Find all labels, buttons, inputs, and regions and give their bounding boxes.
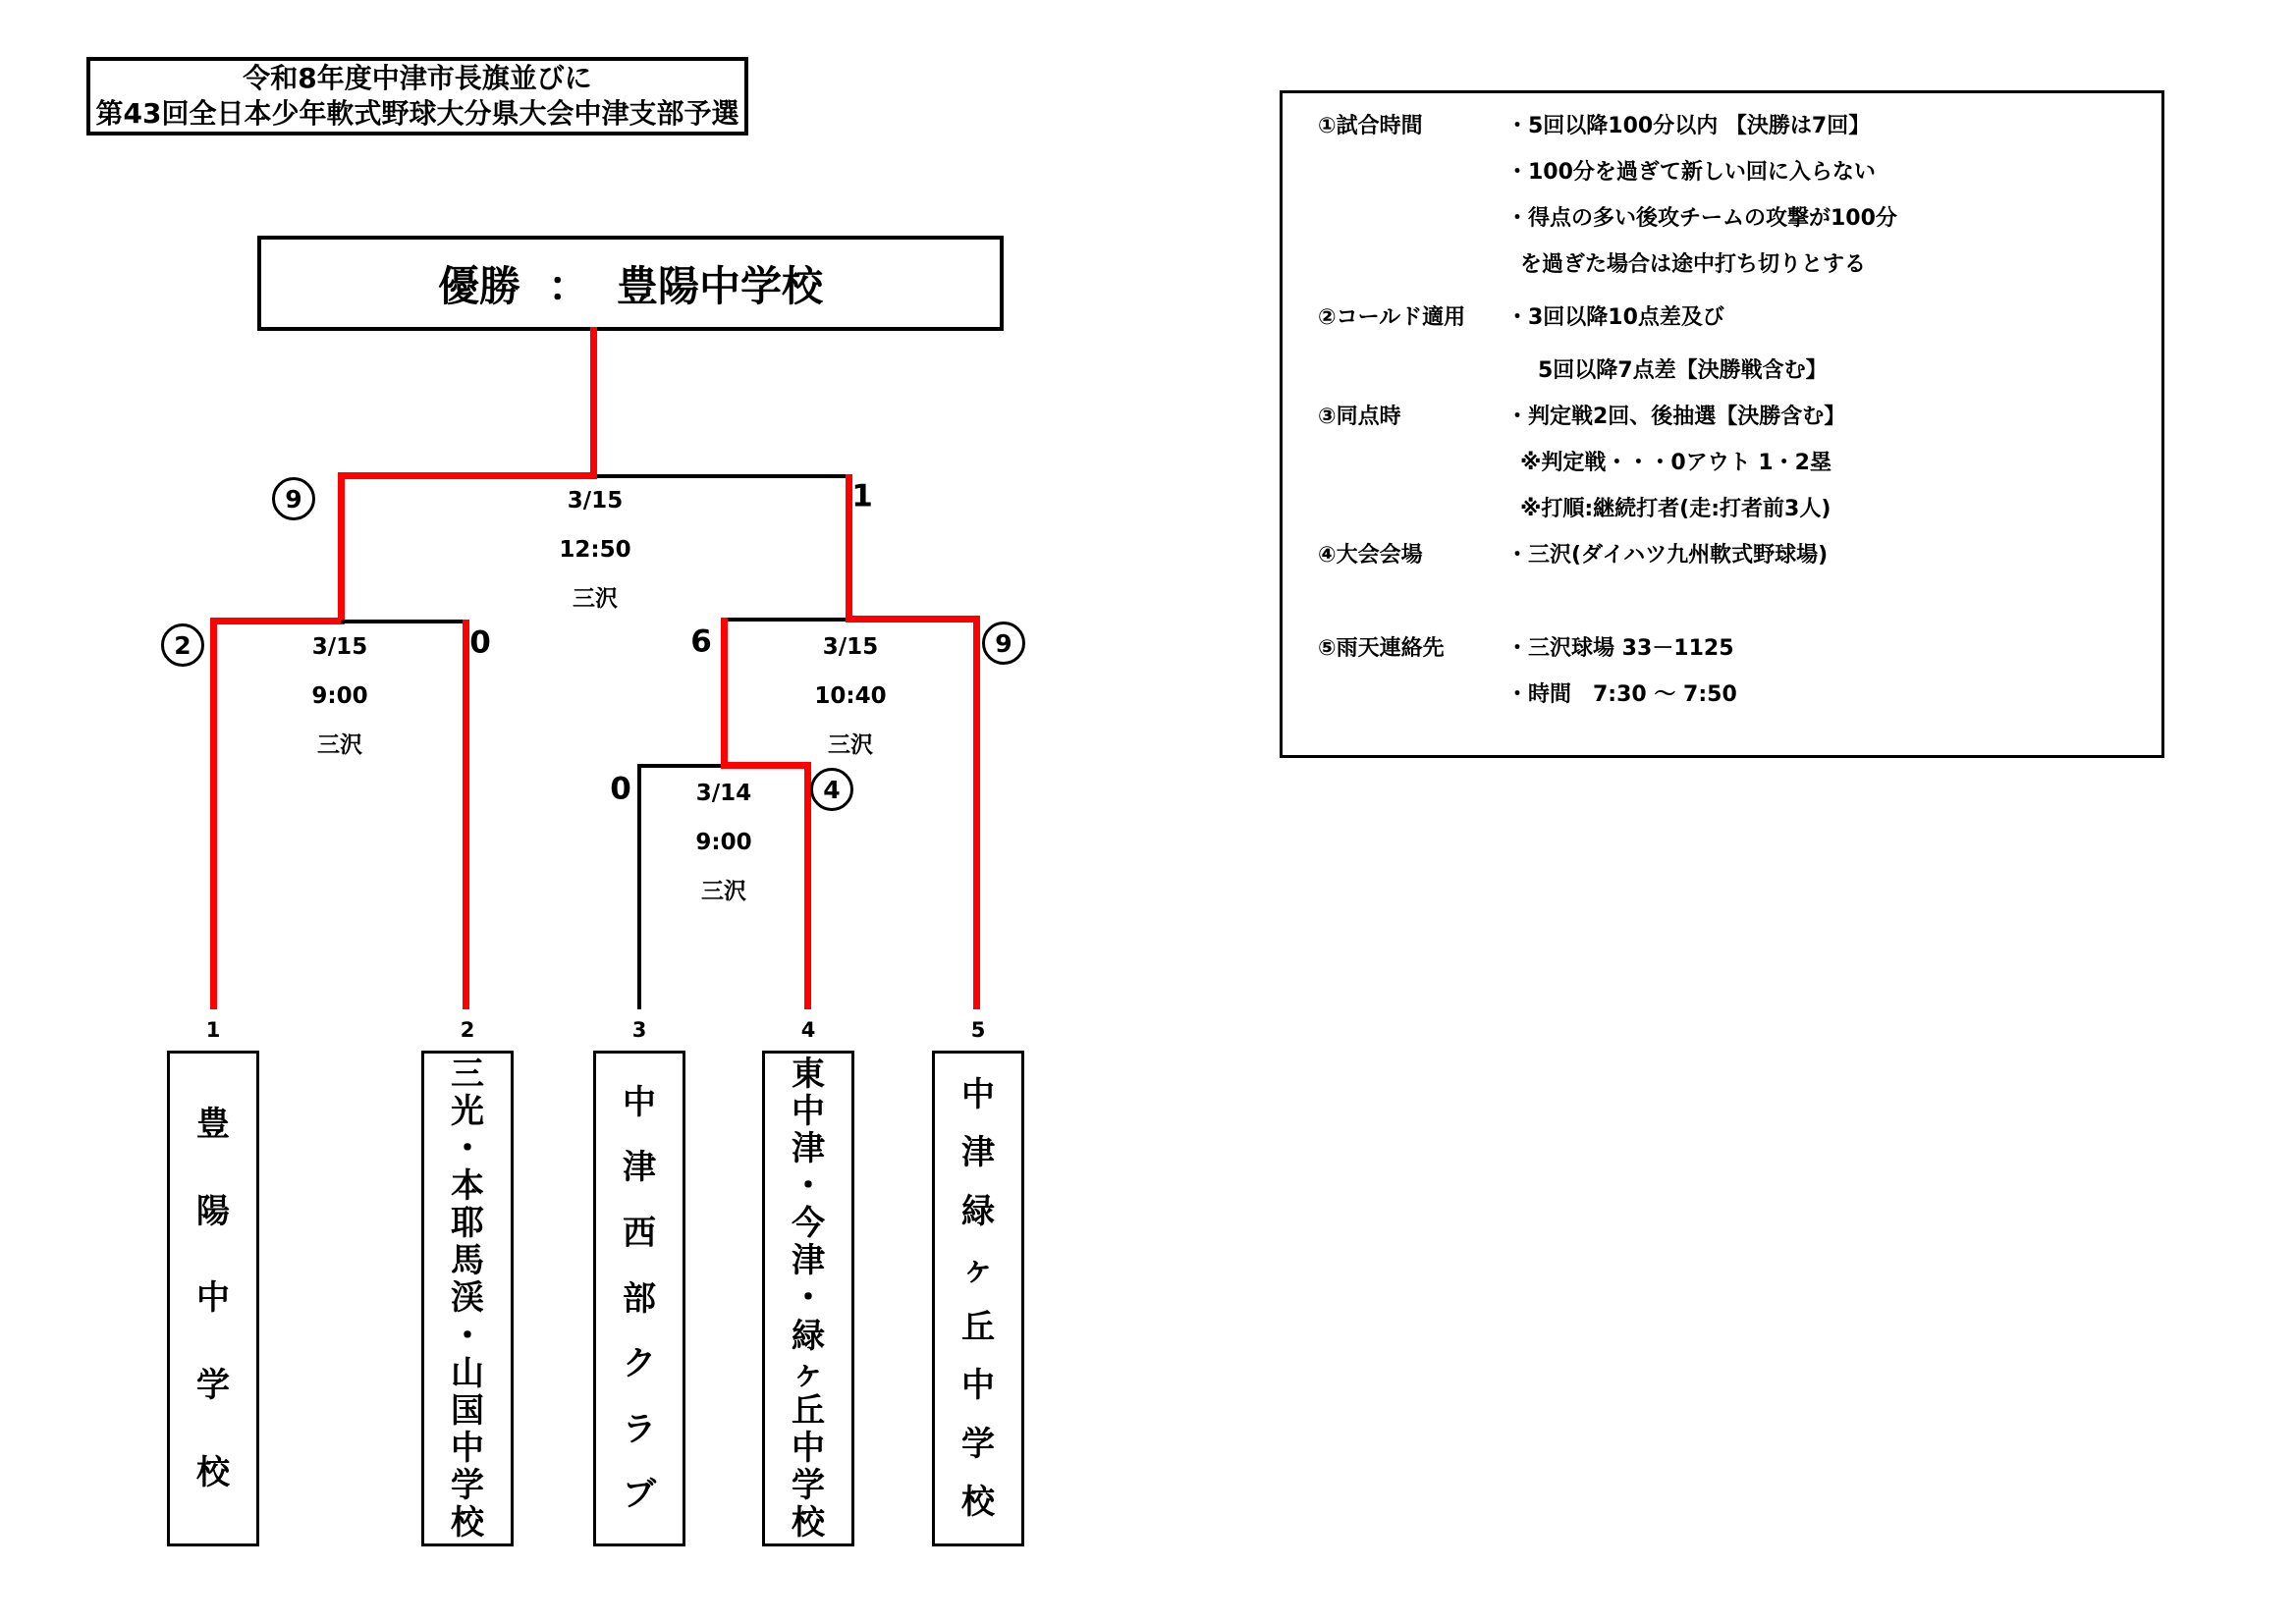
team-name-char: ヶ: [961, 1249, 995, 1289]
match-venue: 三沢: [828, 732, 873, 758]
match-time: 9:00: [695, 830, 752, 855]
rule-row: [1318, 193, 2161, 240]
match-info-round1: [655, 769, 793, 916]
rule-text: を過ぎた場合は途中打ち切りとする: [1520, 252, 1867, 277]
team-name-char: 丘: [792, 1390, 825, 1431]
final-right-score: 1: [851, 478, 873, 514]
team-name-char: 津: [792, 1129, 825, 1169]
champion-label: 優勝: [437, 261, 520, 310]
team-seed: 3: [631, 1018, 647, 1042]
rule-text: ・得点の多い後攻チームの攻撃が100分: [1506, 206, 1897, 231]
rule-text: ・5回以降100分以内 【決勝は7回】: [1506, 114, 1871, 138]
rule-label: ⑤雨天連絡先: [1318, 636, 1445, 661]
team-name-char: 校: [451, 1502, 484, 1543]
team-name-char: ・: [451, 1129, 484, 1169]
team-name-char: ブ: [623, 1475, 656, 1515]
team-seed: 2: [460, 1018, 475, 1042]
team-name-char: ク: [623, 1344, 656, 1384]
team-name-char: 中: [961, 1075, 995, 1115]
semifinal-right-left-score: 6: [690, 623, 712, 660]
round1-left-score: 0: [610, 771, 631, 807]
rule-label: ③同点時: [1318, 405, 1401, 429]
match-date: 3/15: [567, 488, 624, 514]
team-box-5: [932, 1051, 1024, 1546]
match-time: 9:00: [311, 683, 368, 709]
team-name-char: ・: [451, 1316, 484, 1356]
team-name-char: 馬: [451, 1241, 484, 1281]
match-date: 3/14: [695, 781, 752, 806]
team-name-char: ・: [792, 1166, 825, 1207]
rule-row: [1318, 623, 2161, 670]
team5-line: [973, 616, 980, 1009]
team-name-char: 学: [961, 1424, 995, 1464]
rules-panel: [1280, 90, 2164, 758]
team-name-char: 津: [623, 1148, 656, 1188]
rule-row: [1318, 438, 2161, 484]
team-name-char: ・: [792, 1278, 825, 1319]
team-box-1: [167, 1051, 259, 1546]
team-name-char: 西: [623, 1213, 656, 1253]
team-name-char: 中: [961, 1366, 995, 1406]
semifinal-left-left-score: 2: [161, 623, 204, 667]
team-name-char: 部: [623, 1278, 656, 1319]
team-seed: 4: [800, 1018, 816, 1042]
team-seed: 5: [970, 1018, 986, 1042]
team-name-char: ラ: [623, 1409, 656, 1449]
match-date: 3/15: [311, 634, 368, 660]
team-name-char: 陽: [196, 1191, 230, 1231]
team-name-char: 三: [451, 1055, 484, 1095]
team-seed: 1: [205, 1018, 221, 1042]
team-column-3: [593, 1013, 685, 1546]
team-name-char: 学: [792, 1465, 825, 1505]
team-box-4: [762, 1051, 854, 1546]
rule-row: [1318, 293, 2161, 339]
rule-text: ※判定戦・・・0アウト 1・2塁: [1520, 451, 1831, 475]
team-column-4: [762, 1013, 854, 1546]
team-name-char: 中: [623, 1082, 656, 1122]
team-name-char: 渓: [451, 1278, 484, 1319]
team-name-char: 国: [451, 1390, 484, 1431]
rule-row: [1318, 530, 2161, 576]
team-column-2: [421, 1013, 514, 1546]
rule-row: [1318, 670, 2161, 716]
team-name-char: 津: [792, 1241, 825, 1281]
rule-label: ④大会会場: [1318, 543, 1423, 568]
rule-text: ・3回以降10点差及び: [1506, 305, 1724, 330]
rule-label: ①試合時間: [1318, 114, 1423, 138]
team-name-char: 耶: [451, 1204, 484, 1244]
match-info-final: [526, 476, 664, 623]
team-name-char: 本: [451, 1166, 484, 1207]
team-name-char: 学: [196, 1366, 230, 1406]
rule-text: ※打順:継続打者(走:打者前3人): [1520, 497, 1831, 521]
team-name-char: 中: [196, 1278, 230, 1319]
title-line2: 第43回全日本少年軟式野球大分県大会中津支部予選: [95, 97, 739, 130]
rule-row: [1318, 392, 2161, 438]
rule-row: [1318, 147, 2161, 193]
team-name-char: 校: [196, 1453, 230, 1493]
team-name-char: 丘: [961, 1308, 995, 1348]
match-time: 10:40: [814, 683, 887, 709]
semifinal-left-riser-line: [338, 472, 345, 623]
rule-text: ・時間 7:30 ～ 7:50: [1506, 682, 1737, 707]
match-venue: 三沢: [573, 586, 618, 612]
final-left-score: 9: [272, 477, 315, 520]
champion-separator: ：: [547, 261, 589, 310]
rule-row: [1318, 240, 2161, 286]
title-box: [86, 57, 748, 135]
team-name-char: 中: [792, 1428, 825, 1468]
champion-box: [257, 236, 1004, 331]
champion-riser-line: [590, 327, 597, 476]
team-name-char: 学: [451, 1465, 484, 1505]
team-name-char: 校: [792, 1502, 825, 1543]
team-name-char: 東: [792, 1055, 825, 1095]
rule-text: ・三沢球場 33－1125: [1506, 636, 1734, 661]
team-name-char: 校: [961, 1482, 995, 1522]
match-info-semifinal-left: [271, 623, 409, 770]
rule-text: ・100分を過ぎて新しい回に入らない: [1506, 160, 1876, 185]
round1-right-score: 4: [810, 768, 853, 811]
team-name-char: ヶ: [792, 1353, 825, 1393]
team-name-char: 津: [961, 1133, 995, 1173]
team-name-char: 中: [792, 1092, 825, 1132]
team-name-char: 山: [451, 1353, 484, 1393]
semifinal-left-right-score: 0: [469, 624, 491, 661]
semifinal-right-right-score: 9: [982, 622, 1025, 665]
match-date: 3/15: [822, 634, 879, 660]
title-line1: 令和8年度中津市長旗並びに: [243, 62, 592, 94]
match-venue: 三沢: [701, 879, 746, 904]
semifinal-right-loser-segment: [721, 618, 850, 622]
semifinal-right-winner-segment: [846, 616, 980, 623]
team-name-char: 光: [451, 1092, 484, 1132]
rule-row: [1318, 101, 2161, 147]
rule-text: 5回以降7点差【決勝戦含む】: [1538, 358, 1828, 383]
team-name-char: 中: [451, 1428, 484, 1468]
team-column-1: [167, 1013, 259, 1546]
team-box-3: [593, 1051, 685, 1546]
champion-team-name: 豊陽中学校: [617, 261, 824, 310]
team-box-2: [421, 1051, 514, 1546]
match-info-semifinal-right: [782, 623, 919, 770]
rule-text: ・判定戦2回、後抽選【決勝含む】: [1506, 405, 1846, 429]
team-column-5: [932, 1013, 1024, 1546]
rule-row: [1318, 484, 2161, 530]
rule-label: ②コールド適用: [1318, 305, 1466, 330]
rule-text: ・三沢(ダイハツ九州軟式野球場): [1506, 543, 1829, 568]
team-name-char: 緑: [961, 1191, 995, 1231]
team3-line: [637, 764, 641, 1009]
team-name-char: 今: [792, 1204, 825, 1244]
match-time: 12:50: [559, 537, 631, 563]
team1-line: [210, 618, 217, 1009]
team-name-char: 豊: [196, 1104, 230, 1144]
team2-line: [463, 620, 469, 1009]
team4-line: [804, 762, 811, 1009]
match-venue: 三沢: [317, 732, 362, 758]
round1-riser-line: [721, 618, 728, 765]
team-name-char: 緑: [792, 1316, 825, 1356]
rule-row: [1318, 346, 2161, 392]
round1-loser-segment: [637, 764, 726, 768]
